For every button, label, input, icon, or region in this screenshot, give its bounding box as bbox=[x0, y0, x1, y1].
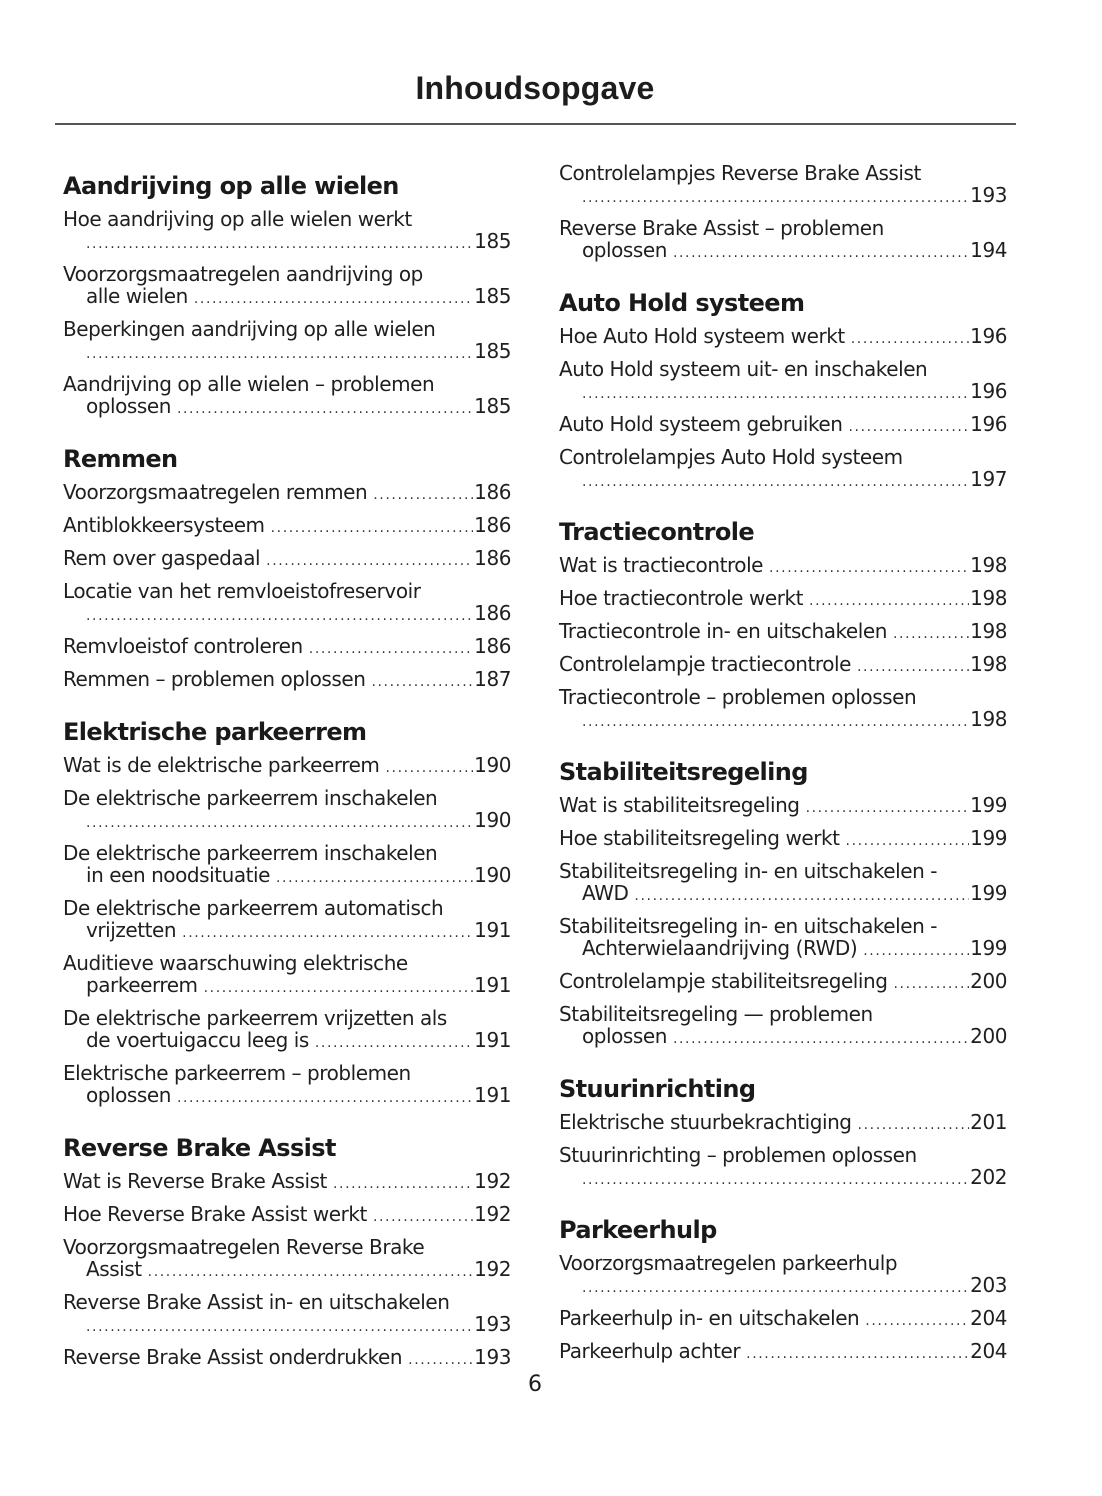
toc-entry-link[interactable] bbox=[559, 1303, 1007, 1336]
entry-continuation bbox=[63, 230, 511, 255]
toc-entry-link[interactable] bbox=[63, 204, 511, 259]
leader-dots bbox=[373, 1206, 473, 1228]
leader-dots bbox=[266, 550, 473, 572]
entry-row bbox=[559, 620, 1007, 645]
section-heading: Parkeerhulp bbox=[559, 1216, 717, 1244]
entry-title: Parkeerhulp achter bbox=[559, 1339, 741, 1363]
entry-page-number: 199 bbox=[970, 826, 1007, 850]
entry-continuation bbox=[559, 468, 1007, 493]
entry-page-number: 186 bbox=[474, 601, 511, 625]
leader-dots bbox=[194, 288, 473, 310]
entry-page-number: 204 bbox=[970, 1306, 1007, 1330]
entry-continuation bbox=[63, 919, 511, 944]
entry-title-continued: oplossen bbox=[582, 238, 667, 262]
leader-dots bbox=[806, 797, 970, 819]
toc-right-column bbox=[559, 161, 1007, 1384]
leader-dots bbox=[385, 757, 473, 779]
entry-page-number: 200 bbox=[970, 1024, 1007, 1048]
entry-continuation bbox=[63, 864, 511, 889]
toc-entry-link[interactable] bbox=[559, 966, 1007, 999]
entry-row bbox=[559, 587, 1007, 612]
entry-page-number: 199 bbox=[970, 881, 1007, 905]
entry-row bbox=[63, 514, 511, 539]
entry-title: Remmen – problemen oplossen bbox=[63, 667, 366, 691]
leader-dots bbox=[177, 1087, 473, 1109]
toc-entry-link[interactable] bbox=[63, 948, 511, 1003]
entry-title: Beperkingen aandrijving op alle wielen bbox=[63, 317, 436, 341]
leader-dots bbox=[86, 812, 473, 834]
entry-page-number: 193 bbox=[474, 1345, 511, 1369]
entry-page-number: 204 bbox=[970, 1339, 1007, 1363]
toc-section bbox=[63, 1128, 511, 1375]
page-title: Inhoudsopgave bbox=[415, 70, 655, 106]
entry-page-number: 185 bbox=[474, 394, 511, 418]
toc-entry-link[interactable] bbox=[63, 543, 511, 576]
toc-entry-link[interactable] bbox=[63, 1058, 511, 1113]
entry-page-number: 198 bbox=[970, 553, 1007, 577]
entry-page-number: 198 bbox=[970, 586, 1007, 610]
toc-entry-link[interactable] bbox=[559, 790, 1007, 823]
entry-title-continued: in een noodsituatie bbox=[86, 863, 270, 887]
entry-title-continued: Achterwielaandrijving (RWD) bbox=[582, 936, 858, 960]
entry-page-number: 197 bbox=[970, 467, 1007, 491]
entry-page-number: 192 bbox=[474, 1257, 511, 1281]
toc-section bbox=[559, 1210, 1007, 1369]
toc-entry-link[interactable] bbox=[559, 682, 1007, 737]
entry-title: De elektrische parkeerrem vrijzetten als bbox=[63, 1006, 447, 1030]
leader-dots bbox=[863, 940, 969, 962]
toc-entry-link[interactable] bbox=[63, 893, 511, 948]
entry-title: Hoe tractiecontrole werkt bbox=[559, 586, 804, 610]
leader-dots bbox=[177, 398, 473, 420]
entry-page-number: 196 bbox=[970, 379, 1007, 403]
entry-page-number: 192 bbox=[474, 1202, 511, 1226]
entry-page-number: 190 bbox=[474, 808, 511, 832]
entry-row bbox=[63, 481, 511, 506]
leader-dots bbox=[408, 1349, 473, 1371]
entry-title: Controlelampje tractiecontrole bbox=[559, 652, 851, 676]
toc-section bbox=[559, 752, 1007, 1054]
toc-section bbox=[559, 158, 1007, 268]
leader-dots bbox=[857, 656, 969, 678]
entry-title-continued: oplossen bbox=[86, 1083, 171, 1107]
toc-entry-link[interactable] bbox=[63, 576, 511, 631]
entry-title: Hoe stabiliteitsregeling werkt bbox=[559, 826, 840, 850]
toc-section bbox=[559, 512, 1007, 737]
leader-dots bbox=[582, 471, 969, 493]
section-heading: Stabiliteitsregeling bbox=[559, 758, 808, 786]
entry-title: Hoe Reverse Brake Assist werkt bbox=[63, 1202, 367, 1226]
leader-dots bbox=[373, 484, 473, 506]
entry-row bbox=[559, 325, 1007, 350]
toc-entry-link[interactable] bbox=[63, 631, 511, 664]
toc-entry-link[interactable] bbox=[63, 1232, 511, 1287]
toc-entry-link[interactable] bbox=[559, 999, 1007, 1054]
entry-page-number: 191 bbox=[474, 1028, 511, 1052]
section-heading: Reverse Brake Assist bbox=[63, 1134, 336, 1162]
entry-page-number: 191 bbox=[474, 918, 511, 942]
entry-title: Tractiecontrole – problemen oplossen bbox=[559, 685, 917, 709]
entry-title: Voorzorgsmaatregelen remmen bbox=[63, 480, 368, 504]
leader-dots bbox=[371, 671, 473, 693]
leader-dots bbox=[769, 557, 969, 579]
toc-entry-link[interactable] bbox=[559, 158, 1007, 213]
entry-page-number: 202 bbox=[970, 1165, 1007, 1189]
leader-dots bbox=[582, 711, 969, 733]
leader-dots bbox=[582, 187, 969, 209]
leader-dots bbox=[582, 383, 969, 405]
leader-dots bbox=[582, 1277, 969, 1299]
entry-title: Parkeerhulp in- en uitschakelen bbox=[559, 1306, 860, 1330]
leader-dots bbox=[309, 638, 473, 660]
entry-title-continued: vrijzetten bbox=[86, 918, 177, 942]
entry-title: Elektrische parkeerrem – problemen bbox=[63, 1061, 411, 1085]
entry-title: Elektrische stuurbekrachtiging bbox=[559, 1110, 852, 1134]
leader-dots bbox=[86, 233, 473, 255]
leader-dots bbox=[204, 977, 474, 999]
entry-title: Stabiliteitsregeling in- en uitschakelen - bbox=[559, 859, 938, 883]
entry-title: Hoe Auto Hold systeem werkt bbox=[559, 324, 845, 348]
entry-continuation bbox=[559, 708, 1007, 733]
title-divider bbox=[55, 123, 1016, 125]
toc-section bbox=[559, 283, 1007, 497]
toc-entry-link[interactable] bbox=[63, 1287, 511, 1342]
leader-dots bbox=[858, 1114, 970, 1136]
section-heading: Tractiecontrole bbox=[559, 518, 755, 546]
entry-title: Stabiliteitsregeling — problemen bbox=[559, 1002, 873, 1026]
entry-title: Controlelampjes Reverse Brake Assist bbox=[559, 161, 921, 185]
toc-entry-link[interactable] bbox=[63, 750, 511, 783]
entry-title: Aandrijving op alle wielen – problemen bbox=[63, 372, 435, 396]
leader-dots bbox=[276, 867, 473, 889]
toc-section bbox=[63, 439, 511, 697]
entry-page-number: 186 bbox=[474, 480, 511, 504]
toc-entry-link[interactable] bbox=[559, 583, 1007, 616]
leader-dots bbox=[86, 343, 473, 365]
entry-title: Stabiliteitsregeling in- en uitschakelen - bbox=[559, 914, 938, 938]
leader-dots bbox=[673, 242, 969, 264]
entry-page-number: 186 bbox=[474, 546, 511, 570]
entry-row bbox=[63, 1346, 511, 1371]
leader-dots bbox=[673, 1028, 969, 1050]
toc-entry-link[interactable] bbox=[63, 314, 511, 369]
toc-entry-link[interactable] bbox=[559, 616, 1007, 649]
entry-continuation bbox=[559, 184, 1007, 209]
entry-continuation bbox=[559, 380, 1007, 405]
entry-row bbox=[63, 1170, 511, 1195]
entry-row bbox=[63, 547, 511, 572]
entry-page-number: 196 bbox=[970, 412, 1007, 436]
entry-continuation bbox=[63, 809, 511, 834]
leader-dots bbox=[148, 1261, 474, 1283]
entry-continuation bbox=[63, 1313, 511, 1338]
entry-continuation bbox=[63, 1258, 511, 1283]
leader-dots bbox=[582, 1169, 969, 1191]
entry-page-number: 203 bbox=[970, 1273, 1007, 1297]
toc-entry-link[interactable] bbox=[559, 550, 1007, 583]
section-heading: Elektrische parkeerrem bbox=[63, 718, 367, 746]
entry-page-number: 190 bbox=[474, 863, 511, 887]
entry-title-continued: AWD bbox=[582, 881, 629, 905]
entry-continuation bbox=[63, 1029, 511, 1054]
entry-title-continued: Assist bbox=[86, 1257, 142, 1281]
entry-page-number: 190 bbox=[474, 753, 511, 777]
toc-entry-link[interactable] bbox=[559, 856, 1007, 911]
leader-dots bbox=[182, 922, 473, 944]
entry-title: Auto Hold systeem gebruiken bbox=[559, 412, 843, 436]
entry-title: Wat is Reverse Brake Assist bbox=[63, 1169, 327, 1193]
section-heading: Aandrijving op alle wielen bbox=[63, 172, 399, 200]
entry-title: Wat is de elektrische parkeerrem bbox=[63, 753, 380, 777]
entry-row bbox=[559, 970, 1007, 995]
toc-entry-link[interactable] bbox=[559, 1248, 1007, 1303]
toc-entry-link[interactable] bbox=[559, 649, 1007, 682]
entry-title: Rem over gaspedaal bbox=[63, 546, 261, 570]
toc-entry-link[interactable] bbox=[559, 823, 1007, 856]
entry-page-number: 200 bbox=[970, 969, 1007, 993]
toc-entry-link[interactable] bbox=[559, 1140, 1007, 1195]
entry-row bbox=[559, 1307, 1007, 1332]
toc-entry-link[interactable] bbox=[63, 838, 511, 893]
entry-title: Wat is tractiecontrole bbox=[559, 553, 764, 577]
entry-row bbox=[63, 754, 511, 779]
entry-row bbox=[559, 1111, 1007, 1136]
entry-page-number: 191 bbox=[474, 1083, 511, 1107]
entry-title: Auto Hold systeem uit- en inschakelen bbox=[559, 357, 928, 381]
entry-title: Tractiecontrole in- en uitschakelen bbox=[559, 619, 887, 643]
toc-entry-link[interactable] bbox=[63, 1003, 511, 1058]
toc-entry-link[interactable] bbox=[559, 321, 1007, 354]
entry-continuation bbox=[63, 340, 511, 365]
entry-title: Antiblokkeersysteem bbox=[63, 513, 265, 537]
entry-row bbox=[63, 635, 511, 660]
leader-dots bbox=[846, 830, 970, 852]
entry-row bbox=[559, 1340, 1007, 1365]
entry-row bbox=[63, 1203, 511, 1228]
page-number: 6 bbox=[528, 1372, 542, 1397]
toc-entry-link[interactable] bbox=[63, 1166, 511, 1199]
entry-title-continued: oplossen bbox=[86, 394, 171, 418]
entry-title: De elektrische parkeerrem automatisch bbox=[63, 896, 444, 920]
entry-page-number: 199 bbox=[970, 936, 1007, 960]
toc-entry-link[interactable] bbox=[559, 1336, 1007, 1369]
entry-page-number: 186 bbox=[474, 513, 511, 537]
entry-continuation bbox=[559, 1025, 1007, 1050]
entry-title: Stuurinrichting – problemen oplossen bbox=[559, 1143, 917, 1167]
leader-dots bbox=[86, 605, 473, 627]
leader-dots bbox=[893, 973, 969, 995]
entry-page-number: 191 bbox=[474, 973, 511, 997]
entry-title-continued: alle wielen bbox=[86, 284, 188, 308]
entry-page-number: 198 bbox=[970, 619, 1007, 643]
leader-dots bbox=[315, 1032, 473, 1054]
toc-entry-link[interactable] bbox=[559, 409, 1007, 442]
toc-entry-link[interactable] bbox=[63, 510, 511, 543]
leader-dots bbox=[746, 1343, 969, 1365]
entry-page-number: 193 bbox=[970, 183, 1007, 207]
leader-dots bbox=[851, 328, 969, 350]
toc-section bbox=[559, 1069, 1007, 1195]
entry-row bbox=[559, 413, 1007, 438]
entry-title: Auditieve waarschuwing elektrische bbox=[63, 951, 408, 975]
entry-continuation bbox=[63, 1084, 511, 1109]
entry-page-number: 193 bbox=[474, 1312, 511, 1336]
toc-entry-link[interactable] bbox=[559, 442, 1007, 497]
toc-section bbox=[63, 712, 511, 1113]
toc-entry-link[interactable] bbox=[559, 213, 1007, 268]
toc-left-column bbox=[63, 166, 511, 1390]
entry-title: Voorzorgsmaatregelen parkeerhulp bbox=[559, 1251, 898, 1275]
entry-title: Remvloeistof controleren bbox=[63, 634, 303, 658]
leader-dots bbox=[865, 1310, 969, 1332]
toc-entry-link[interactable] bbox=[559, 911, 1007, 966]
entry-row bbox=[63, 668, 511, 693]
section-heading: Remmen bbox=[63, 445, 178, 473]
entry-continuation bbox=[559, 239, 1007, 264]
entry-page-number: 198 bbox=[970, 652, 1007, 676]
entry-title: Locatie van het remvloeistofreservoir bbox=[63, 579, 421, 603]
toc-entry-link[interactable] bbox=[559, 354, 1007, 409]
entry-page-number: 192 bbox=[474, 1169, 511, 1193]
entry-page-number: 201 bbox=[970, 1110, 1007, 1134]
entry-continuation bbox=[559, 882, 1007, 907]
leader-dots bbox=[809, 590, 969, 612]
leader-dots bbox=[893, 623, 969, 645]
entry-row bbox=[559, 827, 1007, 852]
section-heading: Auto Hold systeem bbox=[559, 289, 805, 317]
entry-continuation bbox=[63, 974, 511, 999]
entry-row bbox=[559, 653, 1007, 678]
entry-page-number: 199 bbox=[970, 793, 1007, 817]
entry-page-number: 185 bbox=[474, 284, 511, 308]
leader-dots bbox=[849, 416, 970, 438]
entry-title: Wat is stabiliteitsregeling bbox=[559, 793, 800, 817]
leader-dots bbox=[86, 1316, 473, 1338]
entry-title: Reverse Brake Assist – problemen bbox=[559, 216, 884, 240]
entry-row bbox=[559, 794, 1007, 819]
toc-entry-link[interactable] bbox=[63, 664, 511, 697]
entry-page-number: 196 bbox=[970, 324, 1007, 348]
leader-dots bbox=[271, 517, 474, 539]
entry-page-number: 185 bbox=[474, 229, 511, 253]
toc-section bbox=[63, 166, 511, 424]
entry-continuation bbox=[559, 1166, 1007, 1191]
toc-entry-link[interactable] bbox=[63, 1342, 511, 1375]
leader-dots bbox=[333, 1173, 473, 1195]
section-heading: Stuurinrichting bbox=[559, 1075, 756, 1103]
leader-dots bbox=[634, 885, 969, 907]
entry-title-continued: parkeerrem bbox=[86, 973, 198, 997]
entry-title-continued: oplossen bbox=[582, 1024, 667, 1048]
entry-page-number: 185 bbox=[474, 339, 511, 363]
entry-title: Voorzorgsmaatregelen aandrijving op bbox=[63, 262, 423, 286]
entry-title-continued: de voertuigaccu leeg is bbox=[86, 1028, 309, 1052]
toc-entry-link[interactable] bbox=[63, 369, 511, 424]
entry-continuation bbox=[559, 937, 1007, 962]
entry-page-number: 198 bbox=[970, 707, 1007, 731]
entry-title: Reverse Brake Assist in- en uitschakelen bbox=[63, 1290, 450, 1314]
toc-entry-link[interactable] bbox=[63, 783, 511, 838]
entry-title: Controlelampje stabiliteitsregeling bbox=[559, 969, 888, 993]
entry-title: De elektrische parkeerrem inschakelen bbox=[63, 786, 438, 810]
entry-page-number: 194 bbox=[970, 238, 1007, 262]
entry-title: De elektrische parkeerrem inschakelen bbox=[63, 841, 438, 865]
entry-page-number: 187 bbox=[474, 667, 511, 691]
entry-continuation bbox=[559, 1274, 1007, 1299]
entry-continuation bbox=[63, 395, 511, 420]
toc-entry-link[interactable] bbox=[63, 259, 511, 314]
entry-row bbox=[559, 554, 1007, 579]
entry-title: Reverse Brake Assist onderdrukken bbox=[63, 1345, 403, 1369]
entry-page-number: 186 bbox=[474, 634, 511, 658]
toc-entry-link[interactable] bbox=[63, 477, 511, 510]
entry-title: Controlelampjes Auto Hold systeem bbox=[559, 445, 903, 469]
entry-continuation bbox=[63, 602, 511, 627]
entry-title: Hoe aandrijving op alle wielen werkt bbox=[63, 207, 412, 231]
toc-entry-link[interactable] bbox=[63, 1199, 511, 1232]
toc-entry-link[interactable] bbox=[559, 1107, 1007, 1140]
entry-title: Voorzorgsmaatregelen Reverse Brake bbox=[63, 1235, 425, 1259]
entry-continuation bbox=[63, 285, 511, 310]
